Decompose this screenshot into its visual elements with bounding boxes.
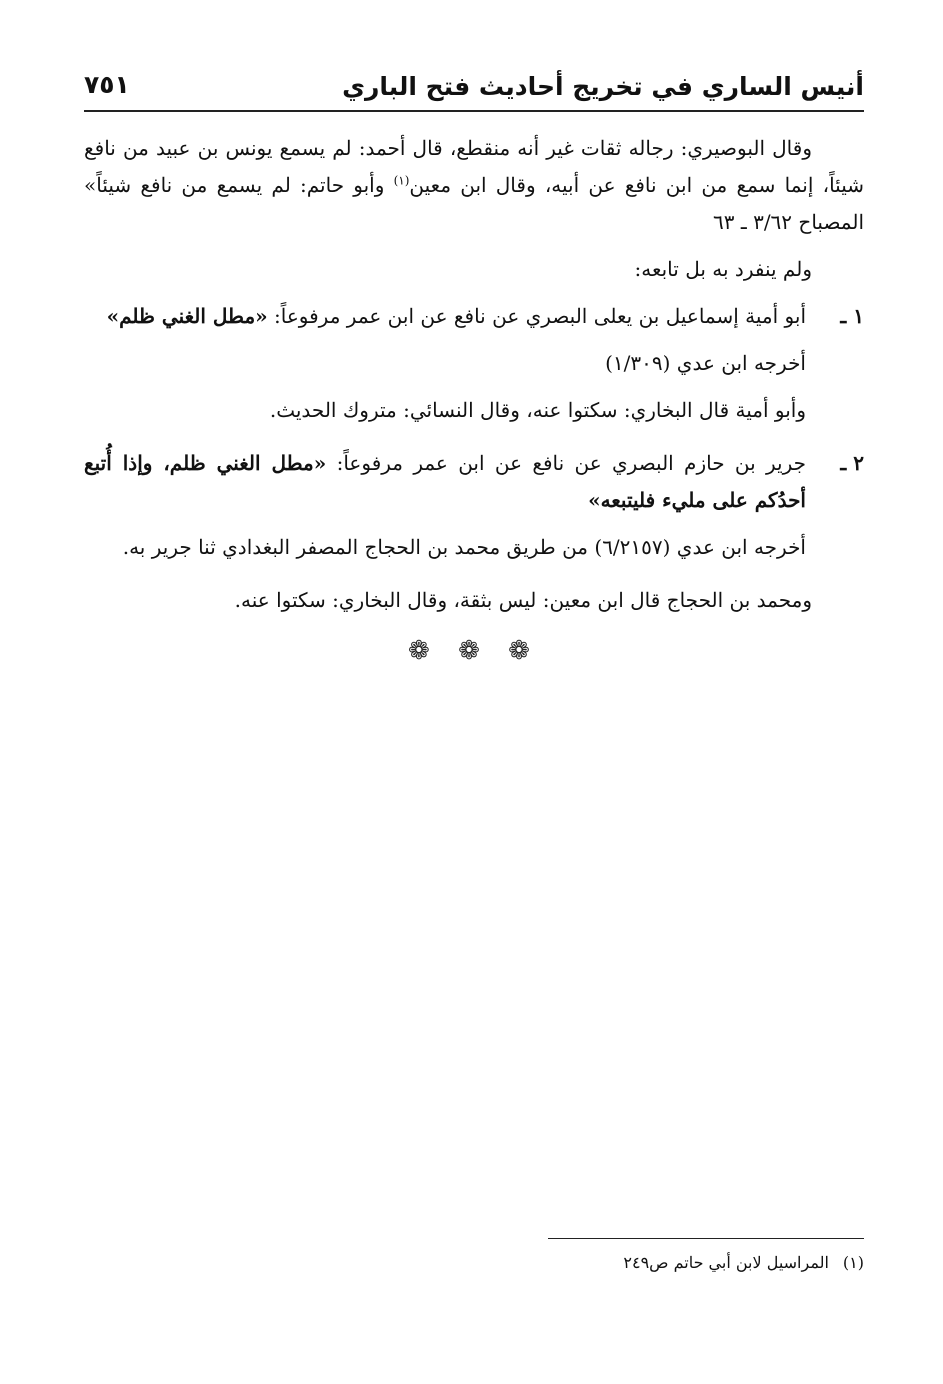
hadith-text: «مطل الغني ظلم» xyxy=(106,304,268,328)
paragraph-busiri-start: وقال البوصيري: رجاله ثقات غير أنه منقطع، قال أحمد: لم يسمع يونس بن عبيد من نافع شيئاً، إنما سمع من ابن نافع عن أبيه، وقال ابن معين xyxy=(84,136,864,197)
page-number: ٧٥١ xyxy=(84,70,130,99)
takhrij-line: أخرجه ابن عدي (٦/٢١٥٧) من طريق محمد بن الحجاج المصفر البغدادي ثنا جرير به. xyxy=(122,535,806,559)
footnote-reference: (١) xyxy=(393,173,410,188)
item-number: ١ ـ xyxy=(840,304,864,328)
header-divider xyxy=(84,110,864,112)
takhrij-line: أخرجه ابن عدي (١/٣٠٩) xyxy=(605,351,806,375)
item-narration: جرير بن حازم البصري عن نافع عن ابن عمر مرفوعاً: xyxy=(326,451,806,475)
item-text xyxy=(84,298,806,335)
list-item-1 xyxy=(84,298,864,335)
footnote-mark: (١) xyxy=(842,1253,864,1272)
footnote xyxy=(300,1250,864,1276)
narrator-note: ومحمد بن الحجاج قال ابن معين: ليس بثقة، وقال البخاري: سكتوا عنه. xyxy=(234,588,812,612)
paragraph-busiri-end: وأبو حاتم: لم يسمع من نافع شيئاً» المصباح ٣/٦٢ ـ ٦٣ xyxy=(84,173,864,234)
footnote-divider xyxy=(548,1238,864,1239)
list-item-2 xyxy=(84,445,864,519)
paragraph-mutaba: ولم ينفرد به بل تابعه: xyxy=(634,257,812,281)
narrator-note: وأبو أمية قال البخاري: سكتوا عنه، وقال النسائي: متروك الحديث. xyxy=(269,398,806,422)
item-narration: أبو أمية إسماعيل بن يعلى البصري عن نافع عن ابن عمر مرفوعاً: xyxy=(267,304,806,328)
paragraph-busiri xyxy=(84,130,864,241)
main-text xyxy=(84,130,864,670)
hadith-text: «مطل الغني ظلم، وإذا أُتبع أحدُكم على مليء فليتبعه» xyxy=(84,451,806,512)
item-text xyxy=(84,445,806,519)
section-ornament: ❁ ❁ ❁ xyxy=(408,636,540,666)
item-number: ٢ ـ xyxy=(840,451,864,475)
page-header xyxy=(84,68,864,108)
book-title: أنيس الساري في تخريج أحاديث فتح الباري xyxy=(342,72,864,101)
footnote-text: المراسيل لابن أبي حاتم ص٢٤٩ xyxy=(623,1253,829,1272)
